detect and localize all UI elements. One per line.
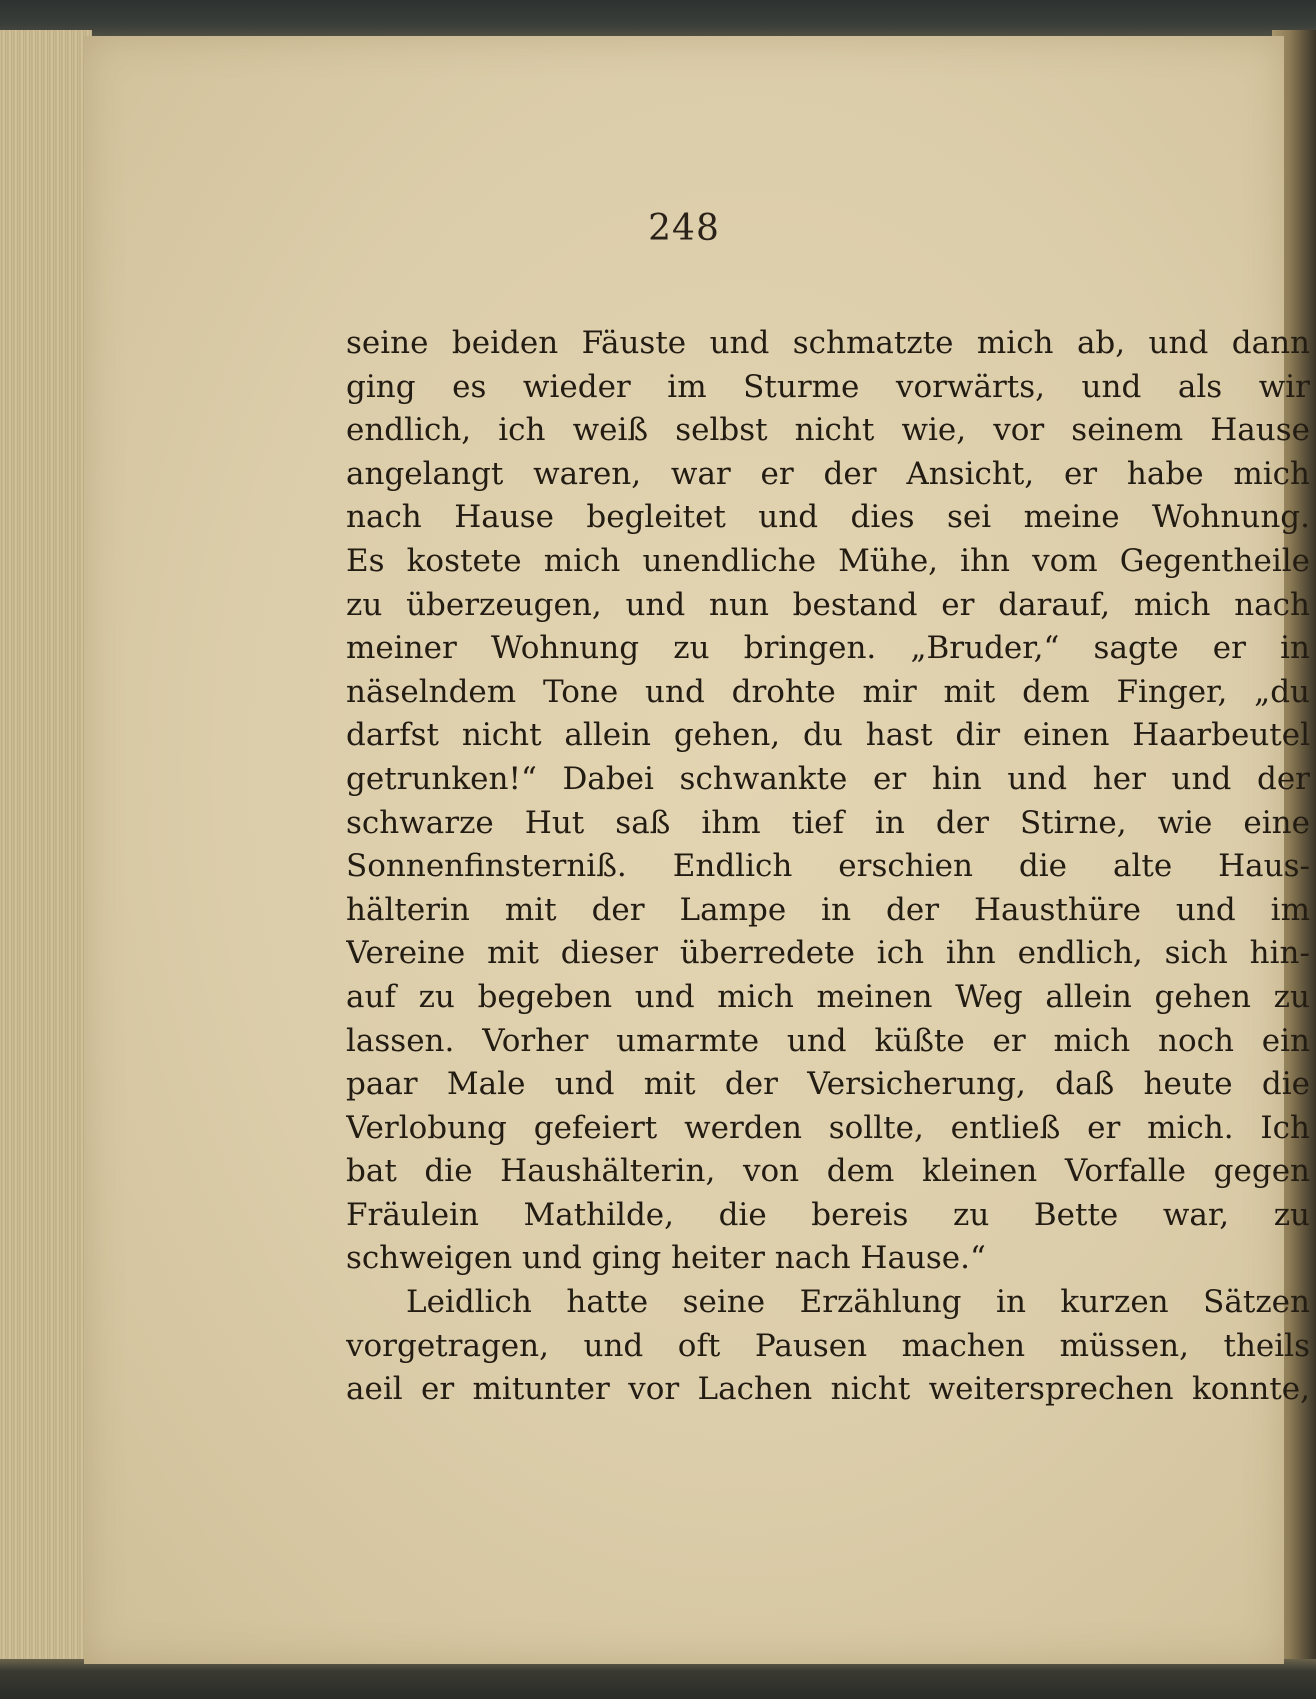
text-line: Es kostete mich unendliche Mühe, ihn vom Gegentheile [346,542,1310,579]
body-text [346,322,1310,1412]
bottom-binding [0,1659,1316,1699]
text-line: Verlobung gefeiert werden sollte, entließ er mich. Ich [346,1109,1310,1146]
text-line: Leidlich hatte seine Erzählung in kurzen Sätzen [406,1284,1310,1321]
text-line: auf zu begeben und mich meinen Weg allein gehen zu [346,978,1310,1015]
text-line: schwarze Hut saß ihm tief in der Stirne, wie eine [346,804,1310,841]
text-line: bat die Haushälterin, von dem kleinen Vorfalle gegen [346,1153,1310,1190]
text-line: Sonnenfinsterniß. Endlich erschien die alte Haus- [346,848,1310,885]
text-line: hälterin mit der Lampe in der Hausthüre und im [346,891,1310,928]
text-line: darfst nicht allein gehen, du hast dir einen Haarbeutel [346,717,1310,754]
left-page-edges [0,30,92,1670]
text-line: seine beiden Fäuste und schmatzte mich ab, und dann [346,325,1310,361]
book-page [84,36,1310,1664]
text-line: Fräulein Mathilde, die bereis zu Bette war, zu [346,1196,1310,1233]
text-line: aeil er mitunter vor Lachen nicht weitersprechen konnte, [346,1371,1310,1408]
text-line: endlich, ich weiß selbst nicht wie, vor seinem Hause [346,412,1310,449]
text-line: paar Male und mit der Versicherung, daß heute die [346,1066,1310,1103]
text-line: zu überzeugen, und nun bestand er darauf, mich nach [346,586,1310,623]
page-number: 248 [648,208,720,249]
text-line: meiner Wohnung zu bringen. „Bruder,“ sagte er in [346,630,1310,667]
text-line: lassen. Vorher umarmte und küßte er mich noch ein [346,1022,1310,1059]
text-line: nach Hause begleitet und dies sei meine Wohnung. [346,499,1310,536]
text-line: angelangt waren, war er der Ansicht, er habe mich [346,455,1310,492]
text-line: Vereine mit dieser überredete ich ihn endlich, sich hin- [346,935,1310,972]
text-line: getrunken!“ Dabei schwankte er hin und her und der [346,760,1310,797]
text-line: schweigen und ging heiter nach Hause.“ [346,1240,986,1277]
text-line: ging es wieder im Sturme vorwärts, und als wir [346,368,1310,405]
text-line: vorgetragen, und oft Pausen machen müssen, theils [346,1327,1310,1364]
text-line: näselndem Tone und drohte mir mit dem Finger, „du [346,673,1310,710]
